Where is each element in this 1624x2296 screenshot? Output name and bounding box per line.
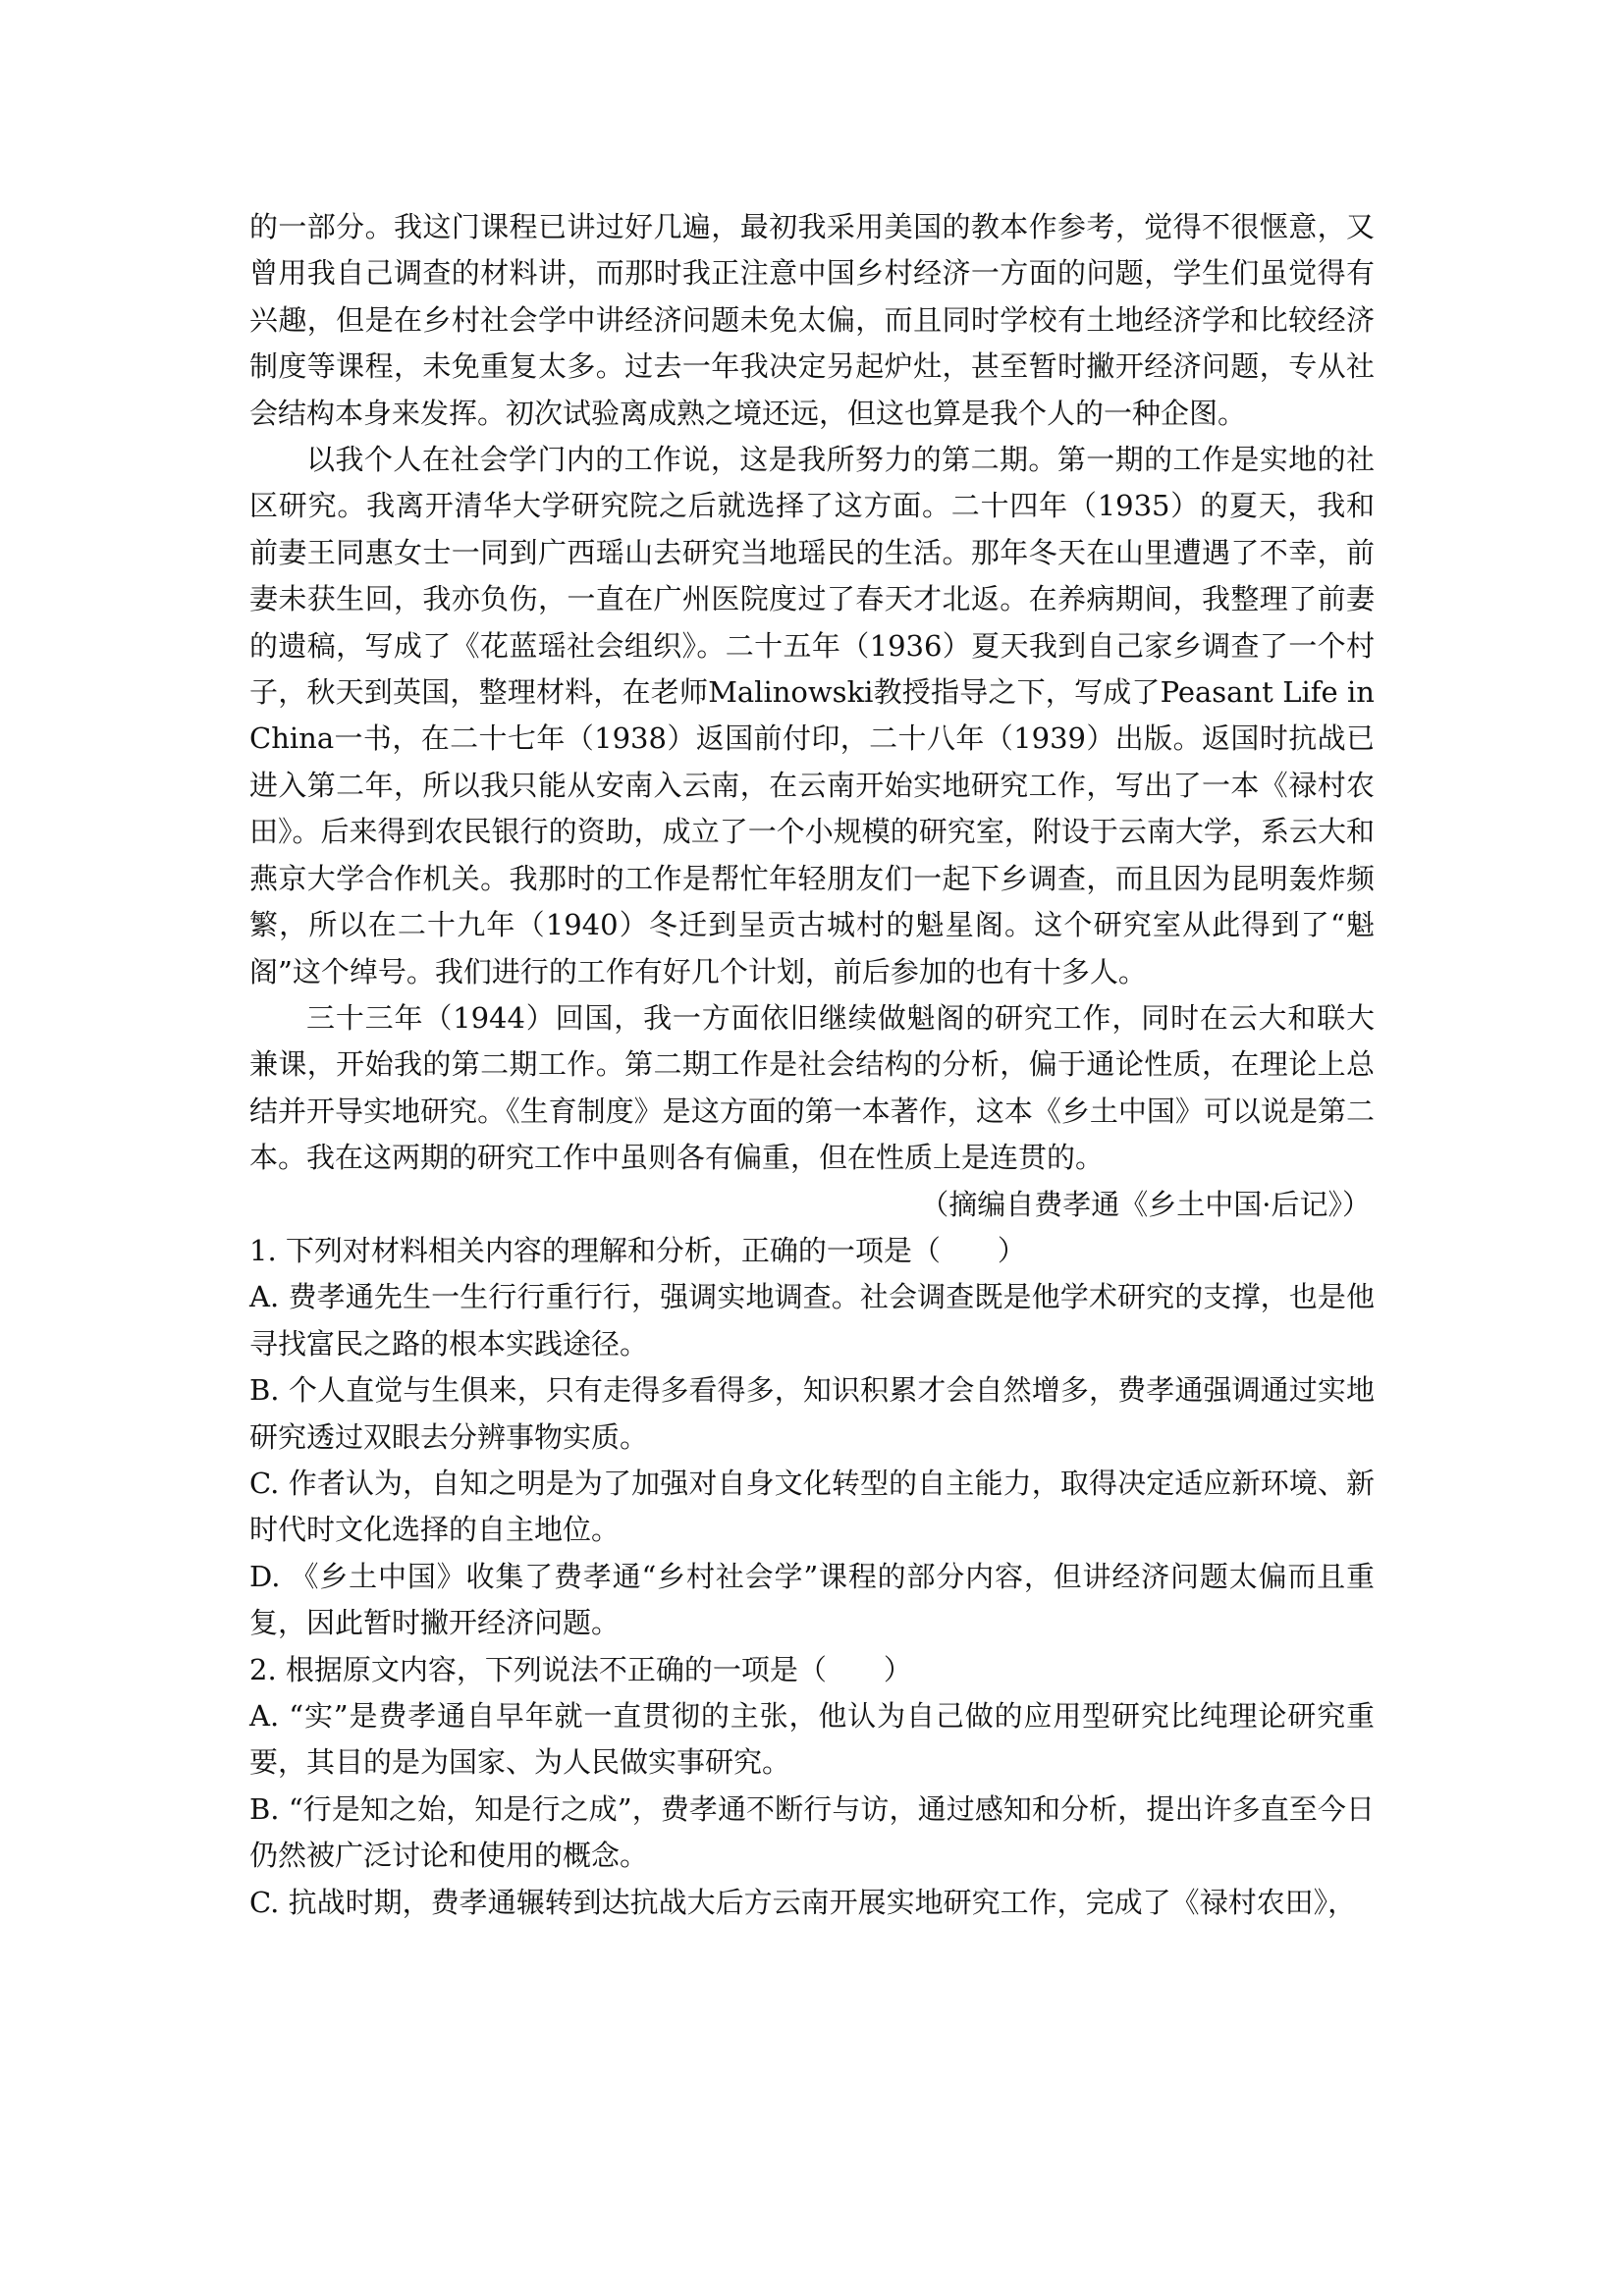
question-1-stem: 1. 下列对材料相关内容的理解和分析，正确的一项是（ ） [249,1233,1026,1267]
question-2-option-b: B. “行是知之始，知是行之成”，费孝通不断行与访，通过感知和分析，提出许多直至今日仍然被广泛讨论和使用的概念。 [249,1791,1375,1873]
question-2 [249,1647,1375,1926]
passage-paragraph-2: 以我个人在社会学门内的工作说，这是我所努力的第二期。第一期的工作是实地的社区研究。我离开清华大学研究院之后就选择了这方面。二十四年（1935）的夏天，我和前妻王同惠女士一同到广西瑶山去研究当地瑶民的生活。那年冬天在山里遭遇了不幸，前妻未获生回，我亦负伤，一直在广州医院度过了春天才北返。在养病期间，我整理了前妻的遗稿，写成了《花蓝瑶社会组织》。二十五年（1936）夏天我到自己家乡调查了一个村子，秋天到英国，整理材料，在老师Malinowski教授指导之下，写成了Peasant Life in China一书，在二十七年（1938）返国前付印，二十八年（1939）出版。返国时抗战已进入第二年，所以我只能从安南入云南，在云南开始实地研究工作，写出了一本《禄村农田》。后来得到农民银行的资助，成立了一个小规模的研究室，附设于云南大学，系云大和燕京大学合作机关。我那时的工作是帮忙年轻朋友们一起下乡调查，而且因为昆明轰炸频繁，所以在二十九年（1940）冬迁到呈贡古城村的魁星阁。这个研究室从此得到了“魁阁”这个绰号。我们进行的工作有好几个计划，前后参加的也有十多人。 [249,443,1375,988]
question-1-option-c: C. 作者认为，自知之明是为了加强对自身文化转型的自主能力，取得决定适应新环境、新时代时文化选择的自主地位。 [249,1466,1375,1547]
passage-paragraph-3: 三十三年（1944）回国，我一方面依旧继续做魁阁的研究工作，同时在云大和联大兼课，开始我的第二期工作。第二期工作是社会结构的分析，偏于通论性质，在理论上总结并开导实地研究。《生育制度》是这方面的第一本著作，这本《乡土中国》可以说是第二本。我在这两期的研究工作中虽则各有偏重，但在性质上是连贯的。 [249,1000,1375,1175]
question-1-option-a: A. 费孝通先生一生行行重行行，强调实地调查。社会调查既是他学术研究的支撑，也是他寻找富民之路的根本实践途径。 [249,1280,1375,1361]
question-2-option-c: C. 抗战时期，费孝通辗转到达抗战大后方云南开展实地研究工作，完成了《禄村农田》， [249,1885,1357,1919]
question-1-option-d: D. 《乡土中国》收集了费孝通“乡村社会学”课程的部分内容，但讲经济问题太偏而且重复，因此暂时撇开经济问题。 [249,1559,1375,1640]
question-2-option-a: A. “实”是费孝通自早年就一直贯彻的主张，他认为自己做的应用型研究比纯理论研究重要，其目的是为国家、为人民做实事研究。 [249,1699,1375,1780]
document-page [249,204,1375,1926]
passage-source: （摘编自费孝通《乡土中国·后记》） [920,1187,1371,1221]
passage-paragraph-1: 的一部分。我这门课程已讲过好几遍，最初我采用美国的教本作参考，觉得不很惬意，又曾用我自己调查的材料讲，而那时我正注意中国乡村经济一方面的问题，学生们虽觉得有兴趣，但是在乡村社会学中讲经济问题未免太偏，而且同时学校有土地经济学和比较经济制度等课程，未免重复太多。过去一年我决定另起炉灶，甚至暂时撇开经济问题，专从社会结构本身来发挥。初次试验离成熟之境还远，但这也算是我个人的一种企图。 [249,210,1375,430]
question-2-stem: 2. 根据原文内容，下列说法不正确的一项是（ ） [249,1652,912,1686]
question-1-option-b: B. 个人直觉与生俱来，只有走得多看得多，知识积累才会自然增多，费孝通强调通过实地研究透过双眼去分辨事物实质。 [249,1373,1375,1454]
question-1 [249,1228,1375,1647]
